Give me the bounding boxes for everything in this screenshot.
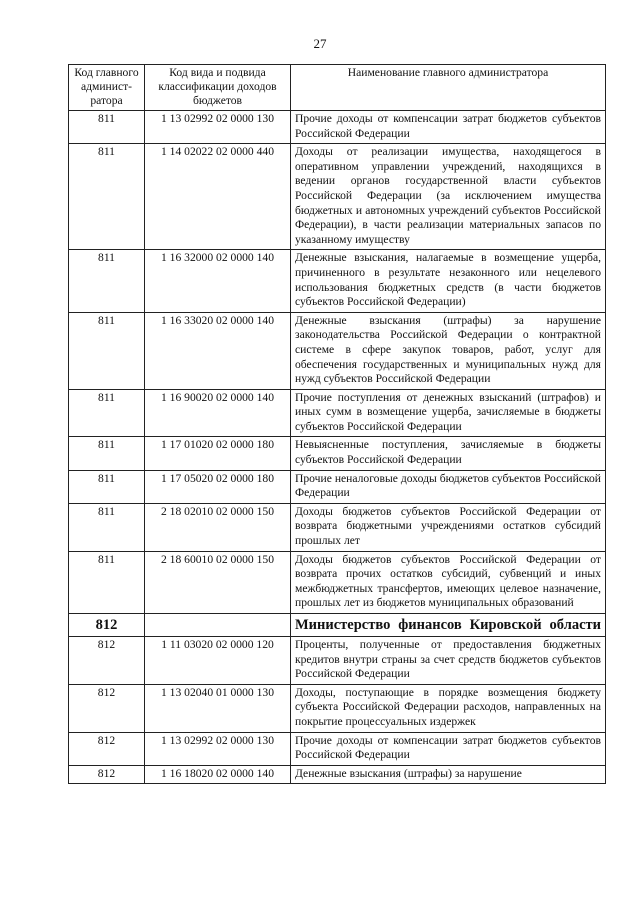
revenue-code-cell: 1 11 03020 02 0000 120 bbox=[145, 637, 291, 685]
admin-name-cell: Проценты, полученные от предоставления бюджетных кредитов внутри страны за счет средств бюджетов субъектов Российской Федерации bbox=[291, 637, 606, 685]
revenue-code-cell: 1 16 90020 02 0000 140 bbox=[145, 389, 291, 437]
admin-name-cell: Доходы бюджетов субъектов Российской Федерации от возврата прочих остатков субсидий, субвенций и иных межбюджетных трансфертов, имеющих целевое назначение, прошлых лет из бюджетов муниципальных образований bbox=[291, 551, 606, 613]
table-row bbox=[69, 470, 606, 503]
admin-code-cell: 811 bbox=[69, 312, 145, 389]
admin-code-cell: 811 bbox=[69, 503, 145, 551]
admin-name-cell: Прочие доходы от компенсации затрат бюджетов субъектов Российской Федерации bbox=[291, 732, 606, 765]
header-revenue-code: Код вида и подвида классификации доходов бюджетов bbox=[145, 65, 291, 111]
admin-name-cell: Прочие доходы от компенсации затрат бюджетов субъектов Российской Федерации bbox=[291, 111, 606, 144]
revenue-code-cell: 1 16 18020 02 0000 140 bbox=[145, 765, 291, 784]
revenue-code-cell: 1 13 02992 02 0000 130 bbox=[145, 111, 291, 144]
table-row bbox=[69, 551, 606, 613]
revenue-code-cell: 2 18 60010 02 0000 150 bbox=[145, 551, 291, 613]
admin-code-cell: 811 bbox=[69, 470, 145, 503]
header-admin-code: Код главного админист-ратора bbox=[69, 65, 145, 111]
revenue-code-cell: 1 13 02992 02 0000 130 bbox=[145, 732, 291, 765]
revenue-code-cell: 1 13 02040 01 0000 130 bbox=[145, 684, 291, 732]
admin-name-cell: Доходы от реализации имущества, находящегося в оперативном управлении учреждений, находящихся в ведении органов государственной власти субъектов Российской Федерации (за исключением имущества бюджетных и автономных учреждений субъектов Российской Федерации), в части реализации материальных запасов по указанному имуществу bbox=[291, 144, 606, 250]
revenue-code-cell: 1 17 05020 02 0000 180 bbox=[145, 470, 291, 503]
admin-code-cell: 811 bbox=[69, 437, 145, 470]
table-body bbox=[69, 111, 606, 784]
admin-code-cell: 811 bbox=[69, 551, 145, 613]
table-row bbox=[69, 732, 606, 765]
admin-name-cell: Прочие неналоговые доходы бюджетов субъектов Российской Федерации bbox=[291, 470, 606, 503]
table-row bbox=[69, 144, 606, 250]
revenue-code-cell: 1 14 02022 02 0000 440 bbox=[145, 144, 291, 250]
admin-name-cell: Прочие поступления от денежных взысканий (штрафов) и иных сумм в возмещение ущерба, зачисляемые в бюджеты субъектов Российской Федерации bbox=[291, 389, 606, 437]
admin-name-cell: Невыясненные поступления, зачисляемые в бюджеты субъектов Российской Федерации bbox=[291, 437, 606, 470]
admin-code-cell: 811 bbox=[69, 250, 145, 312]
table-header-row bbox=[69, 65, 606, 111]
admin-code-cell: 812 bbox=[69, 732, 145, 765]
admin-code-cell: 812 bbox=[69, 684, 145, 732]
page-number: 27 bbox=[313, 36, 327, 51]
admin-name-cell: Денежные взыскания (штрафы) за нарушение bbox=[291, 765, 606, 784]
table-row bbox=[69, 111, 606, 144]
admin-name-cell: Денежные взыскания, налагаемые в возмещение ущерба, причиненного в результате незаконного или нецелевого использования бюджетных средств (в части бюджетов субъектов Российской Федерации) bbox=[291, 250, 606, 312]
admin-name-cell: Министерство финансов Кировской области bbox=[291, 614, 606, 637]
admin-name-cell: Доходы бюджетов субъектов Российской Федерации от возврата бюджетными учреждениями остатков субсидий прошлых лет bbox=[291, 503, 606, 551]
table-row bbox=[69, 684, 606, 732]
header-admin-name: Наименование главного администратора bbox=[291, 65, 606, 111]
admin-code-cell: 812 bbox=[69, 765, 145, 784]
revenue-code-cell: 1 16 33020 02 0000 140 bbox=[145, 312, 291, 389]
admin-code-cell: 812 bbox=[69, 614, 145, 637]
revenue-code-cell: 1 16 32000 02 0000 140 bbox=[145, 250, 291, 312]
table-row bbox=[69, 503, 606, 551]
revenue-code-cell: 2 18 02010 02 0000 150 bbox=[145, 503, 291, 551]
admin-code-cell: 811 bbox=[69, 389, 145, 437]
table-row bbox=[69, 765, 606, 784]
table-row bbox=[69, 637, 606, 685]
admin-code-cell: 811 bbox=[69, 111, 145, 144]
admin-code-cell: 812 bbox=[69, 637, 145, 685]
table-row bbox=[69, 312, 606, 389]
table-row bbox=[69, 250, 606, 312]
table-row-admin-heading bbox=[69, 614, 606, 637]
admin-code-cell: 811 bbox=[69, 144, 145, 250]
admin-name-cell: Денежные взыскания (штрафы) за нарушение законодательства Российской Федерации о контрактной системе в сфере закупок товаров, работ, услуг для обеспечения государственных и муниципальных нужд для нужд субъектов Российской Федерации bbox=[291, 312, 606, 389]
revenue-code-cell: 1 17 01020 02 0000 180 bbox=[145, 437, 291, 470]
table-row bbox=[69, 389, 606, 437]
admin-name-cell: Доходы, поступающие в порядке возмещения бюджету субъекта Российской Федерации расходов, направленных на покрытие процессуальных издержек bbox=[291, 684, 606, 732]
table-row bbox=[69, 437, 606, 470]
revenue-administrators-table bbox=[68, 64, 606, 784]
revenue-code-cell bbox=[145, 614, 291, 637]
